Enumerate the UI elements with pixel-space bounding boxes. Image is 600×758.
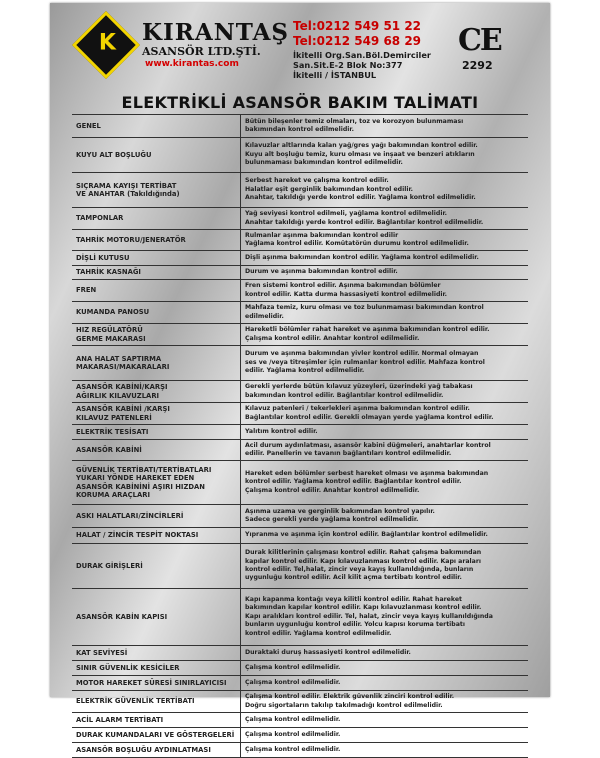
row-instruction	[241, 138, 528, 172]
instruction-line: kontrol edilir. Yağlama kontrol edilmelidir.	[245, 629, 392, 637]
maintenance-table	[72, 114, 528, 758]
row-label-line: DURAK KUMANDALARI VE GÖSTERGELERİ	[76, 730, 235, 739]
row-label-line: TAHRİK KASNAĞI	[76, 268, 141, 277]
instruction-line: edilir. Yağlama kontrol edilmelidir.	[245, 367, 365, 375]
instruction-line: Serbest hareket ve çalışma kontrol edilir.	[245, 177, 389, 185]
instruction-line: Bağlantılar kontrol edilir. Gerekli olmayan yerde yağlama kontrol edilir.	[245, 413, 494, 421]
phone-1: Tel:0212 549 51 22	[293, 19, 422, 33]
row-instruction	[241, 713, 528, 727]
instruction-line: bakımından kapılar kontrol edilir. Kapı kılavuzlanması kontrol edilir.	[245, 604, 482, 612]
row-label-line: ASANSÖR KABİNİ /KARŞI	[76, 405, 170, 413]
row-label	[72, 713, 241, 727]
instruction-line: Kuyu alt boşluğu temiz, kuru olması ve inşaat ve benzeri atıkların	[245, 150, 475, 158]
phone-2: Tel:0212 549 68 29	[293, 34, 422, 48]
row-label-line: GÜVENLİK TERTİBATI/TERTİBATLARI	[76, 465, 212, 474]
row-label-line: FREN	[76, 286, 97, 295]
instruction-line: Anahtar, takıldığı yerde kontrol edilir. Yağlama kontrol edilmelidir.	[245, 194, 476, 202]
row-label	[72, 403, 241, 424]
brand-url: www.kirantas.com	[145, 59, 239, 69]
row-label	[72, 544, 241, 588]
instruction-line: Kılavuzlar altlarında kalan yağ/gres yağı bakımından kontrol edilir.	[245, 142, 478, 150]
table-row	[72, 728, 528, 743]
row-label	[72, 346, 241, 380]
row-label-line: KILAVUZ PATENLERİ	[76, 413, 152, 422]
row-label-line: GENEL	[76, 121, 101, 130]
instruction-line: Yağlama kontrol edilir. Komütatörün durumu kontrol edilmelidir.	[245, 240, 469, 247]
instruction-plate	[50, 3, 550, 754]
table-row	[72, 743, 528, 758]
table-row	[72, 381, 528, 403]
instruction-line: Anahtar takıldığı yerde kontrol edilir. Bağlantılar kontrol edilmelidir.	[245, 218, 484, 226]
row-label	[72, 646, 241, 660]
ce-number: 2292	[462, 59, 493, 72]
instruction-line: uygunluğu kontrol edilir. Acil kilit açma tertibatı kontrol edilir.	[245, 574, 462, 582]
instruction-line: bakımından kontrol edilmelidir.	[245, 126, 354, 133]
instruction-line: edilir. Panellerin ve tavanın bağlantıları kontrol edilmelidir.	[245, 450, 452, 457]
row-label	[72, 743, 241, 757]
table-row	[72, 251, 528, 266]
row-label-line: KUYU ALT BOŞLUĞU	[76, 150, 152, 159]
instruction-line: Duraktaki duruş hassasiyeti kontrol edilmelidir.	[245, 648, 411, 656]
row-label-line: AĞIRLIK KILAVUZLARI	[76, 391, 160, 400]
row-label	[72, 251, 241, 265]
row-instruction	[241, 208, 528, 229]
instruction-line: Durum ve aşınma bakımından kontrol edilir.	[245, 268, 398, 276]
row-label-line: TAHRİK MOTORU/JENERATÖR	[76, 235, 186, 244]
instruction-line: Mahfaza temiz, kuru olması ve toz bulunmaması bakımından kontrol	[245, 304, 484, 312]
row-instruction	[241, 115, 528, 137]
row-label-line: SIÇRAMA KAYIŞI TERTİBAT	[76, 181, 177, 190]
brand-subtitle: ASANSÖR LTD.ŞTİ.	[142, 45, 261, 58]
instruction-line: ses ve /veya titreşimler için rulmanlar kontrol edilir. Mahfaza kontrol	[245, 358, 485, 366]
instruction-line: Yıpranma ve aşınma için kontrol edilir. Bağlantılar kontrol edilmelidir.	[245, 531, 488, 539]
row-instruction	[241, 743, 528, 757]
row-label	[72, 440, 241, 460]
row-instruction	[241, 251, 528, 265]
row-label	[72, 425, 241, 439]
row-label-line: GERME MAKARASI	[76, 334, 146, 343]
instruction-line: Yağ seviyesi kontrol edilmeli, yağlama kontrol edilmelidir.	[245, 210, 447, 218]
table-row	[72, 403, 528, 425]
table-row	[72, 440, 528, 461]
row-label-line: MAKARASI/MAKARALARI	[76, 363, 170, 371]
instruction-line: Kılavuz patenleri / tekerlekleri aşınma bakımından kontrol edilir.	[245, 405, 470, 413]
instruction-line: Yalıtım kontrol edilir.	[245, 427, 318, 435]
table-row	[72, 138, 528, 173]
table-row	[72, 230, 528, 251]
row-label-line: KORUMA ARAÇLARI	[76, 491, 150, 499]
instruction-line: kontrol edilir. Katta durma hassasiyeti kontrol edilmelidir.	[245, 290, 448, 298]
instruction-line: Çalışma kontrol edilir. Anahtar kontrol edilmelidir.	[245, 334, 420, 342]
row-label-line: DİŞLİ KUTUSU	[76, 253, 130, 262]
row-instruction	[241, 589, 528, 645]
row-label-line: ASANSÖR KABİNİ	[76, 445, 142, 454]
row-label-line: DURAK GİRİŞLERİ	[76, 561, 143, 570]
row-label-line: YUKARI YÖNDE HAREKET EDEN	[76, 474, 195, 482]
row-label-line: ASKI HALATLARI/ZİNCİRLERİ	[76, 511, 184, 520]
table-row	[72, 173, 528, 208]
instruction-line: Durak kilitlerinin çalışması kontrol edilir. Rahat çalışma bakımından	[245, 549, 482, 557]
row-label-line: ANA HALAT SAPTIRMA	[76, 354, 162, 363]
row-label	[72, 461, 241, 504]
table-row	[72, 346, 528, 381]
row-label	[72, 302, 241, 323]
table-row	[72, 661, 528, 676]
plate-header	[50, 3, 550, 85]
row-instruction	[241, 230, 528, 250]
row-label	[72, 528, 241, 543]
row-label	[72, 266, 241, 279]
row-label-line: MOTOR HAREKET SÜRESİ SINIRLAYICISI	[76, 678, 227, 687]
instruction-line: bunların uygunluğu kontrol edilir. Yolcu kapısı koruma tertibatı	[245, 621, 465, 629]
instruction-line: Bütün bileşenler temiz olmaları, toz ve korozyon bulunmaması	[245, 117, 464, 125]
row-instruction	[241, 302, 528, 323]
instruction-line: Halatlar eşit gerginlik bakımından kontrol edilir.	[245, 185, 413, 193]
row-label-line: SINIR GÜVENLİK KESİCİLER	[76, 663, 180, 672]
table-row	[72, 505, 528, 528]
row-instruction	[241, 324, 528, 345]
table-row	[72, 676, 528, 691]
table-row	[72, 528, 528, 544]
table-row	[72, 208, 528, 230]
table-row	[72, 266, 528, 280]
instruction-line: Çalışma kontrol edilmelidir.	[245, 678, 341, 686]
instruction-line: bulunmaması bakımından kontrol edilmelidir.	[245, 159, 403, 167]
row-instruction	[241, 691, 528, 712]
instruction-line: Rulmanlar aşınma bakımından kontrol edilir	[245, 231, 399, 239]
address-line-1: İkitelli Org.San.Böl.Demirciler	[293, 50, 431, 60]
row-instruction	[241, 728, 528, 742]
row-instruction	[241, 505, 528, 527]
instruction-line: Fren sistemi kontrol edilir. Aşınma bakımından bölümler	[245, 282, 441, 290]
row-label	[72, 728, 241, 742]
instruction-line: kontrol edilir. Tel,halat, zincir veya kayış kullanıldığında, bunların	[245, 566, 474, 573]
row-label	[72, 324, 241, 345]
row-label-line: ASANSÖR KABİNİNİ AŞIRI HIZDAN	[76, 482, 205, 491]
row-label	[72, 208, 241, 229]
row-label	[72, 676, 241, 690]
instruction-line: Çalışma kontrol edilir. Elektrik güvenlik zinciri kontrol edilir.	[245, 693, 455, 701]
row-label-line: VE ANAHTAR (Takıldığında)	[76, 190, 180, 198]
address-line-3: İkitelli / İSTANBUL	[293, 70, 377, 80]
row-instruction	[241, 528, 528, 543]
row-instruction	[241, 544, 528, 588]
ce-mark-icon: CE	[458, 23, 501, 58]
row-label	[72, 230, 241, 250]
row-instruction	[241, 280, 528, 301]
row-label	[72, 691, 241, 712]
row-label	[72, 661, 241, 675]
row-instruction	[241, 266, 528, 279]
instruction-line: Hareketli bölümler rahat hareket ve aşınma bakımından kontrol edilir.	[245, 326, 490, 334]
row-instruction	[241, 346, 528, 380]
table-row	[72, 713, 528, 728]
row-label-line: HALAT / ZİNCİR TESPİT NOKTASI	[76, 531, 199, 540]
row-label-line: ASANSÖR KABİNİ/KARŞI	[76, 383, 168, 391]
row-instruction	[241, 661, 528, 675]
row-instruction	[241, 173, 528, 207]
company-logo-icon	[72, 11, 140, 79]
instruction-line: Çalışma kontrol edilmelidir.	[245, 715, 341, 723]
row-label-line: ELEKTRİK GÜVENLİK TERTİBATI	[76, 697, 195, 706]
row-label	[72, 381, 241, 402]
row-instruction	[241, 381, 528, 402]
logo-glyph: K	[98, 30, 116, 56]
instruction-line: kapılar kontrol edilir. Kapı kılavuzlanması kontrol edilir. Kapı araları	[245, 557, 482, 565]
instruction-line: Çalışma kontrol edilmelidir.	[245, 730, 341, 738]
table-row	[72, 646, 528, 661]
page-title: ELEKTRİKLİ ASANSÖR BAKIM TALİMATI	[121, 93, 479, 112]
instruction-line: kontrol edilir. Yağlama kontrol edilir. Bağlantılar kontrol edilir.	[245, 478, 462, 486]
table-row	[72, 691, 528, 713]
instruction-line: Çalışma kontrol edilmelidir.	[245, 663, 341, 671]
row-instruction	[241, 440, 528, 460]
row-label-line: KAT SEVİYESİ	[76, 648, 128, 657]
instruction-line: Dişli aşınma bakımından kontrol edilir. Yağlama kontrol edilmelidir.	[245, 253, 479, 261]
instruction-line: Doğru sigortaların takılıp takılmadığı kontrol edilmelidir.	[245, 701, 443, 709]
table-row	[72, 114, 528, 138]
instruction-line: Çalışma kontrol edilir. Anahtar kontrol edilmelidir.	[245, 486, 420, 494]
instruction-line: Gerekli yerlerde bütün kılavuz yüzeyleri, üzerindeki yağ tabakası	[245, 383, 473, 391]
row-label	[72, 115, 241, 137]
instruction-line: Durum ve aşınma bakımından yivler kontrol edilir. Normal olmayan	[245, 350, 479, 358]
row-label-line: ASANSÖR KABİN KAPISI	[76, 612, 168, 621]
row-label	[72, 505, 241, 527]
row-label	[72, 138, 241, 172]
row-instruction	[241, 425, 528, 439]
row-label-line: ELEKTRİK TESİSATI	[76, 427, 149, 436]
row-label-line: HIZ REGÜLATÖRÜ	[76, 326, 143, 334]
instruction-line: edilmelidir.	[245, 312, 284, 320]
table-row	[72, 280, 528, 302]
instruction-line: Kapı kapanma kontağı veya kilitli kontrol edilir. Rahat hareket	[245, 595, 462, 603]
row-instruction	[241, 461, 528, 504]
row-instruction	[241, 403, 528, 424]
address-line-2: San.Sit.E-2 Blok No:377	[293, 60, 403, 70]
row-label-line: TAMPONLAR	[76, 214, 124, 223]
row-label	[72, 173, 241, 207]
row-label	[72, 589, 241, 645]
table-row	[72, 589, 528, 646]
table-row	[72, 425, 528, 440]
instruction-line: Çalışma kontrol edilmelidir.	[245, 745, 341, 753]
instruction-line: Aşınma uzama ve gerginlik bakımından kontrol yapılır.	[245, 507, 435, 515]
row-label-line: KUMANDA PANOSU	[76, 308, 150, 317]
instruction-line: Acil durum aydınlatması, asansör kabini düğmeleri, anahtarlar kontrol	[245, 441, 491, 449]
row-instruction	[241, 646, 528, 660]
brand-name: KIRANTAŞ	[142, 19, 290, 46]
instruction-line: Hareket eden bölümler serbest hareket olması ve aşınma bakımından	[245, 469, 489, 477]
instruction-line: bakımından kontrol edilir. Bağlantılar kontrol edilmelidir.	[245, 391, 444, 399]
row-label	[72, 280, 241, 301]
table-row	[72, 544, 528, 589]
instruction-line: Kapı aralıkları kontrol edilir. Tel, halat, zincir veya kayış kullanıldığında	[245, 612, 493, 620]
table-row	[72, 302, 528, 324]
table-row	[72, 324, 528, 346]
row-label-line: ACİL ALARM TERTİBATI	[76, 715, 164, 724]
table-row	[72, 461, 528, 505]
row-instruction	[241, 676, 528, 690]
row-label-line: ASANSÖR BOŞLUĞU AYDINLATMASI	[76, 745, 211, 754]
instruction-line: Sadece gerekli yerde yağlama kontrol edilmelidir.	[245, 516, 419, 523]
